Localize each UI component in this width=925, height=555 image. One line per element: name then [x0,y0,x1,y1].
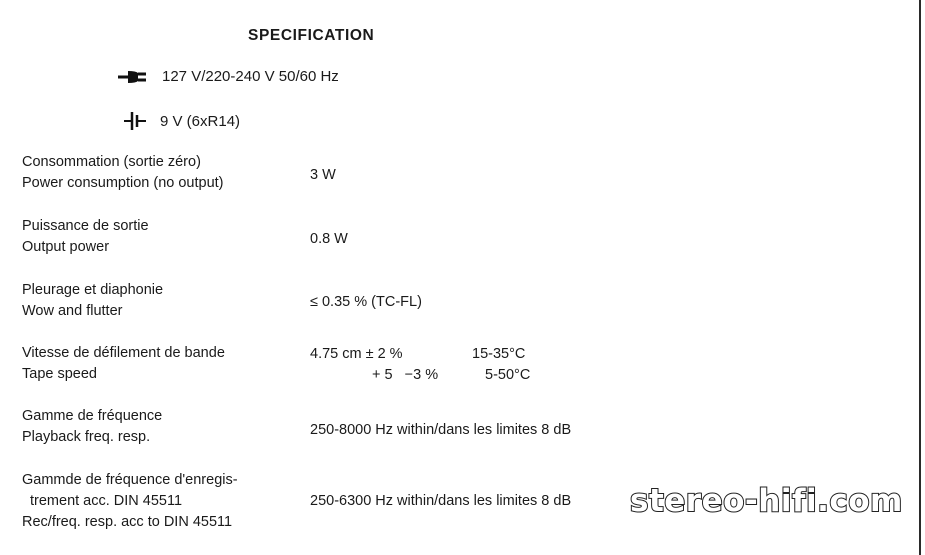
wow-label [22,280,163,322]
label-fr: Puissance de sortie [22,218,149,234]
speed-label [22,343,225,385]
label-fr-2: trement acc. DIN 45511 [30,493,183,509]
consumption-value: 3 W [310,167,336,183]
site-watermark: stereo-hifi.com [630,483,903,519]
battery-icon [124,111,146,131]
page-title: SPECIFICATION [248,27,375,44]
speed-tolerance-1: 4.75 cm ± 2 % [310,346,403,362]
battery-row [124,111,240,131]
speed-temp-range-2: 5-50°C [485,367,531,383]
speed-temp-range-1: 15-35°C [472,346,526,362]
label-en: Rec/freq. resp. acc to DIN 45511 [22,514,233,530]
label-en: Tape speed [22,366,97,382]
output-value: 0.8 W [310,231,348,247]
speed-value [310,344,530,386]
label-en: Playback freq. resp. [22,429,151,445]
label-en: Output power [22,239,110,255]
label-en: Power consumption (no output) [22,175,224,191]
wow-value: ≤ 0.35 % (TC-FL) [310,294,422,310]
label-fr: Gamme de fréquence [22,408,163,424]
label-fr-1: Gammde de fréquence d'enregis- [22,472,238,488]
playback-value: 250-8000 Hz within/dans les limites 8 dB [310,422,572,438]
mains-voltage-text: 127 V/220-240 V 50/60 Hz [162,68,339,85]
output-label [22,216,149,258]
right-border-line [919,0,921,555]
consumption-label [22,152,224,194]
label-fr: Consommation (sortie zéro) [22,154,201,170]
record-value: 250-6300 Hz within/dans les limites 8 dB [310,493,572,509]
mains-row [118,68,339,85]
mains-plug-icon [118,69,148,85]
playback-label [22,406,162,448]
battery-voltage-text: 9 V (6xR14) [160,112,241,130]
record-label [22,470,238,533]
speed-tolerance-2: + 5 −3 % [372,367,439,383]
label-fr: Vitesse de défilement de bande [22,345,225,361]
label-fr: Pleurage et diaphonie [22,282,164,298]
label-en: Wow and flutter [22,303,123,319]
